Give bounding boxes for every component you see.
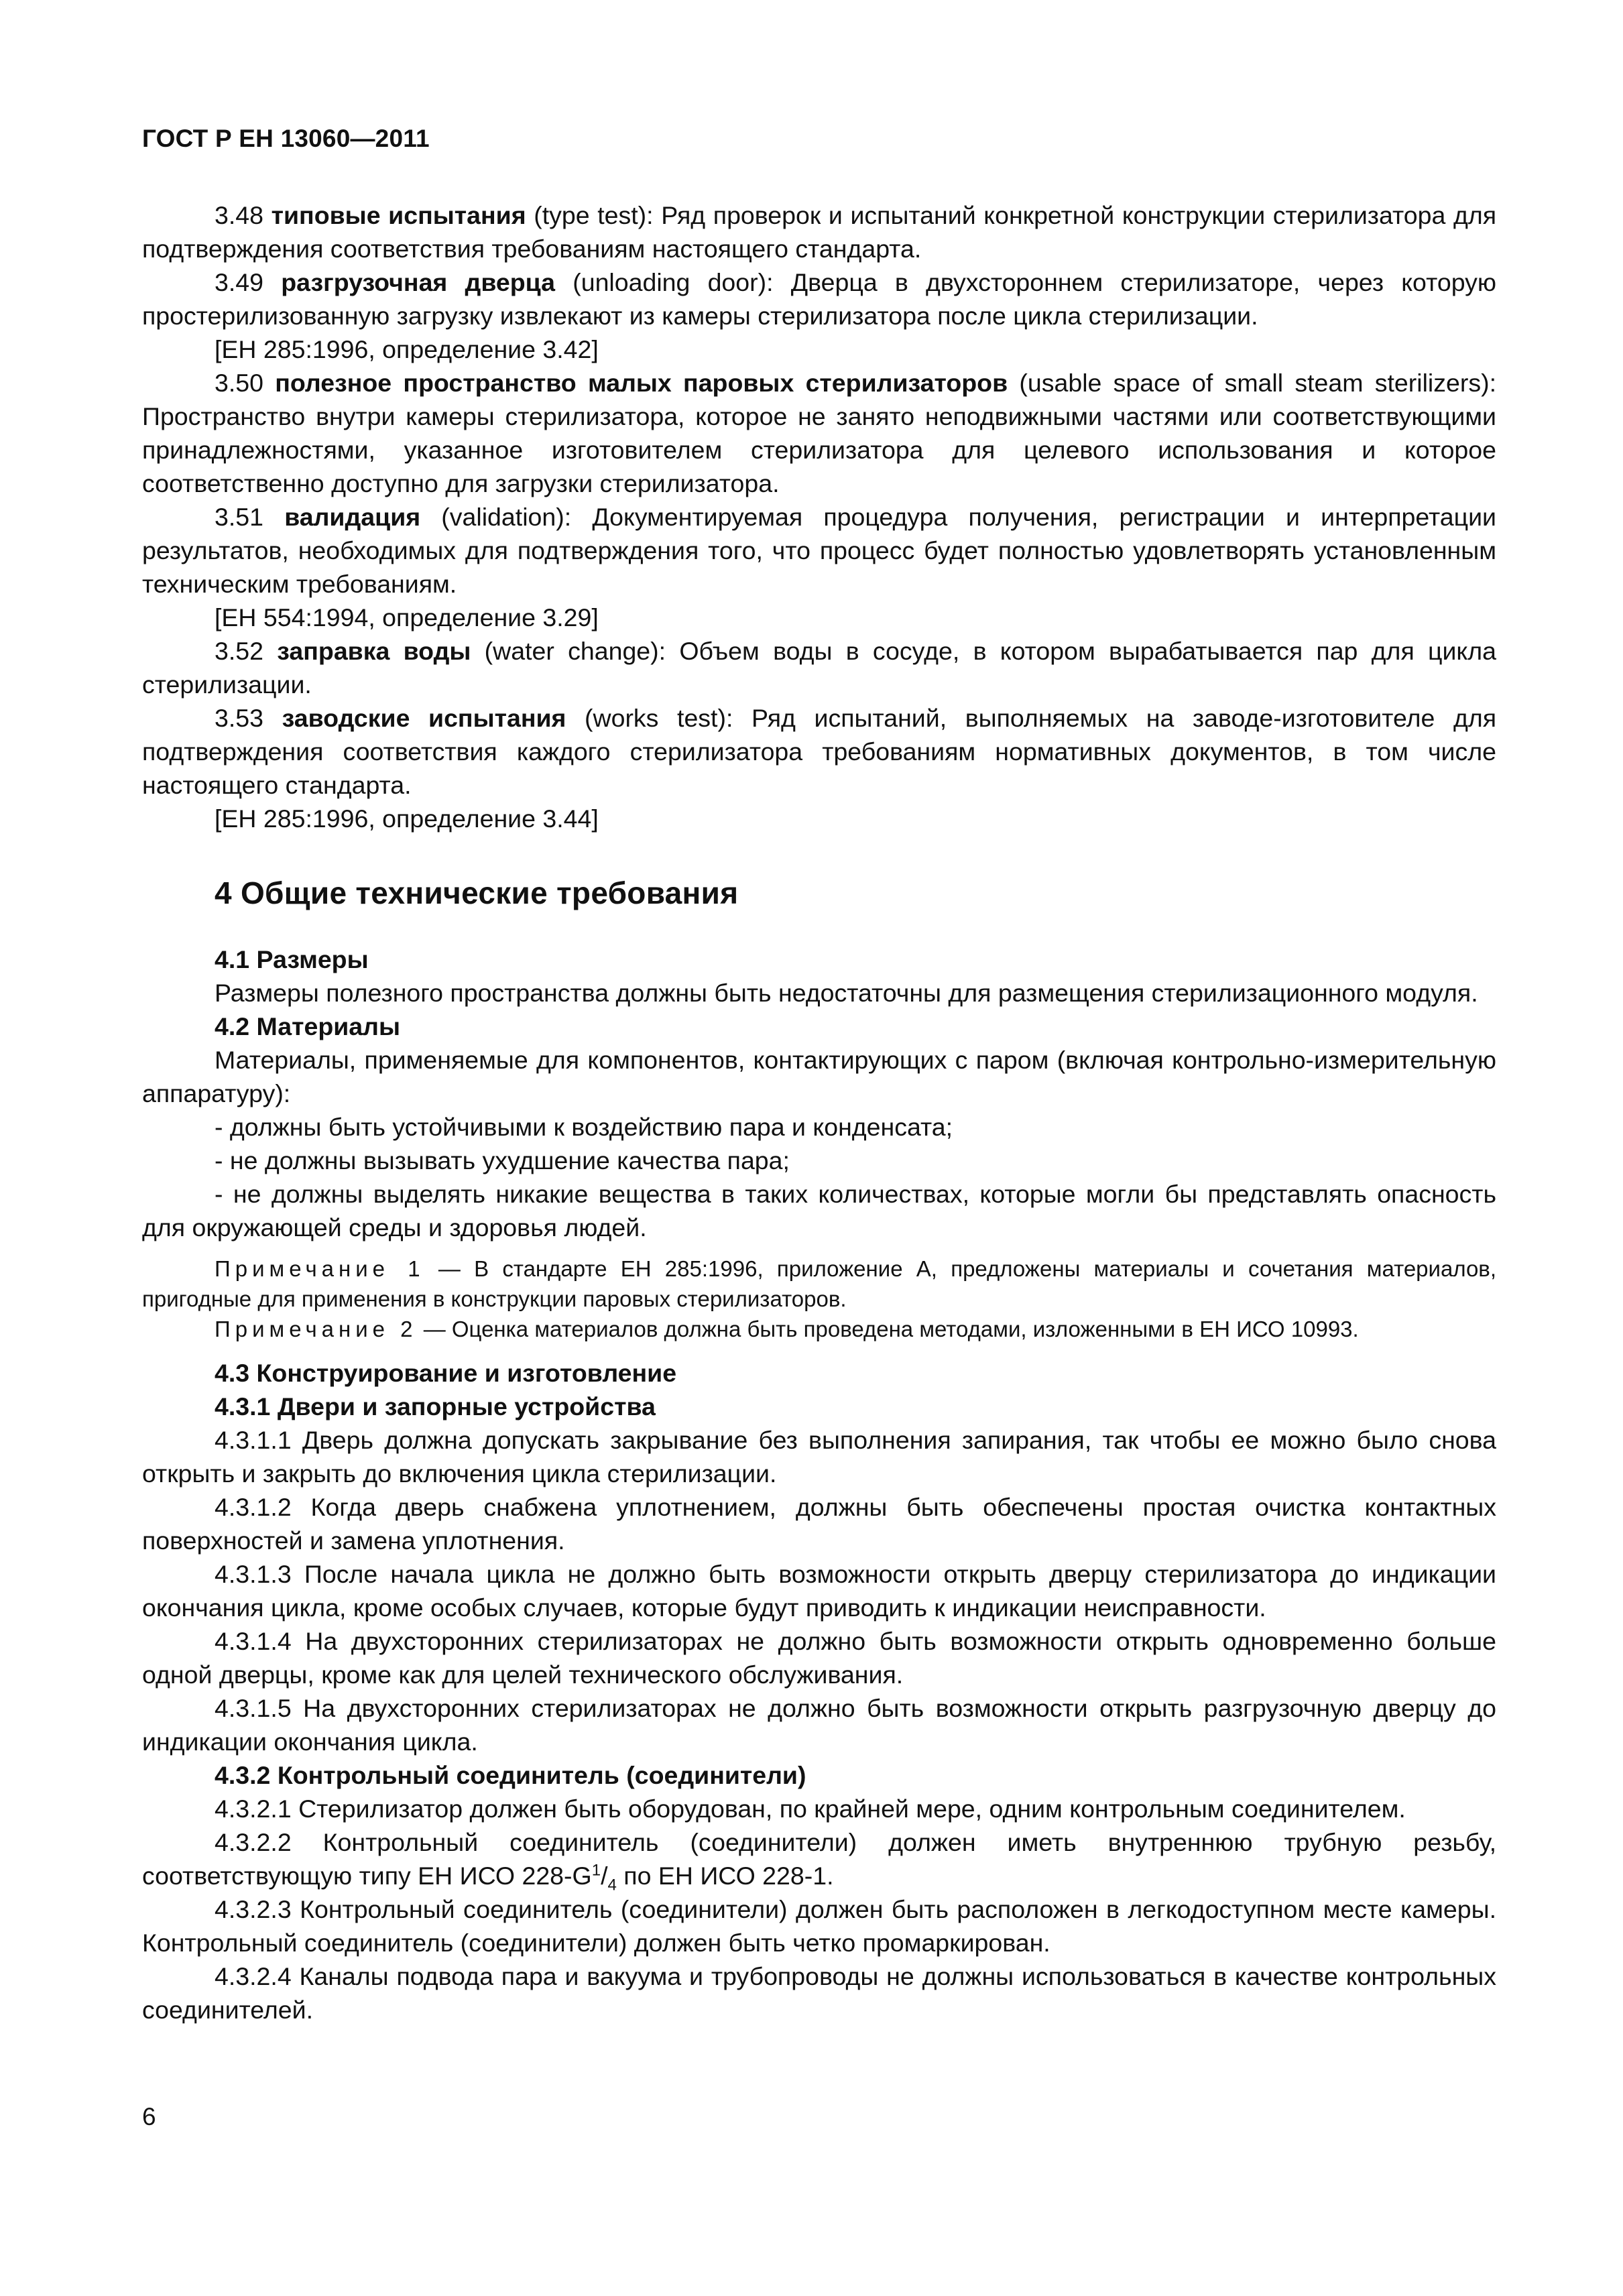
definition-number: 3.49 — [215, 268, 263, 296]
definition-text: (unloading door): Дверца в двухстороннем стерилизаторе, через которую простерилизованную загрузку извлекают из камеры стерилизатора после цикла стерилизации. — [142, 268, 1497, 330]
section-4-2-intro: Материалы, применяемые для компонентов, контактирующих с паром (включая контрольно-измерительную аппаратуру): — [142, 1046, 1496, 1107]
section-4-3-heading: 4.3 Конструирование и изготовление — [215, 1359, 677, 1387]
definition-term: типовые испытания — [271, 201, 526, 229]
definition-number: 3.53 — [215, 704, 263, 732]
fraction-denominator: 4 — [607, 1876, 617, 1894]
clause-text: 4.3.2.2 Контрольный соединитель (соединители) должен иметь внутреннюю трубную резьбу, соответствующую типу ЕН ИСО 228-G — [142, 1828, 1496, 1890]
fraction-slash: / — [601, 1862, 608, 1890]
section-4-3-1-heading: 4.3.1 Двери и запорные устройства — [215, 1392, 656, 1421]
definition-number: 3.48 — [215, 201, 263, 229]
definition-term: заправка воды — [277, 637, 471, 665]
note-text: — Оценка материалов должна быть проведена методами, изложенными в ЕН ИСО 10993. — [417, 1317, 1359, 1341]
document-body — [142, 198, 1496, 2027]
definition-text: (water change): Объем воды в сосуде, в котором вырабатывается пар для цикла стерилизации. — [142, 637, 1496, 699]
definition-term: валидация — [284, 503, 421, 531]
definition-reference: [ЕН 285:1996, определение 3.42] — [215, 335, 599, 363]
definition-3-49 — [142, 265, 1496, 333]
clause-4-3-1-2: 4.3.1.2 Когда дверь снабжена уплотнением, должны быть обеспечены простая очистка контактных поверхностей и замена уплотнения. — [142, 1493, 1496, 1555]
definition-text: (usable space of small steam sterilizers): Пространство внутри камеры стерилизатора, которое не занято неподвижными частями или соответствующими принадлежностями, указанное изготовителем стерилизатора для целевого использования и которое соответственно доступно для загрузки стерилизатора. — [142, 369, 1496, 497]
definition-term: заводские испытания — [282, 704, 566, 732]
clause-4-3-2-2 — [142, 1825, 1496, 1892]
page-number: 6 — [142, 2103, 156, 2130]
note-text: — В стандарте ЕН 285:1996, приложение А, предложены материалы и сочетания материалов, пригодные для применения в конструкции паровых стерилизаторов. — [142, 1256, 1496, 1311]
list-item: - должны быть устойчивыми к воздействию пара и конденсата; — [215, 1113, 953, 1141]
note-1 — [142, 1254, 1496, 1314]
section-4-3-2-heading: 4.3.2 Контрольный соединитель (соединители) — [215, 1761, 806, 1789]
fraction-numerator: 1 — [591, 1861, 601, 1880]
note-label: Примечание 1 — [215, 1256, 425, 1281]
list-item: - не должны выделять никакие вещества в таких количествах, которые могли бы представлять опасность для окружающей среды и здоровья людей. — [142, 1180, 1496, 1242]
definition-number: 3.52 — [215, 637, 263, 665]
definition-number: 3.50 — [215, 369, 263, 397]
clause-4-3-1-4: 4.3.1.4 На двухсторонних стерилизаторах не должно быть возможности открыть одновременно больше одной дверцы, кроме как для целей технического обслуживания. — [142, 1627, 1496, 1689]
definition-3-52 — [142, 634, 1496, 701]
clause-4-3-1-5: 4.3.1.5 На двухсторонних стерилизаторах не должно быть возможности открыть разгрузочную дверцу до индикации окончания цикла. — [142, 1694, 1496, 1756]
clause-text: по ЕН ИСО 228-1. — [616, 1862, 834, 1890]
definition-3-53 — [142, 701, 1496, 802]
definition-reference: [ЕН 554:1994, определение 3.29] — [215, 603, 599, 631]
document-header: ГОСТ Р ЕН 13060—2011 — [142, 125, 430, 152]
clause-4-3-1-1: 4.3.1.1 Дверь должна допускать закрывание без выполнения запирания, так чтобы ее можно было снова открыть и закрыть до включения цикла стерилизации. — [142, 1426, 1496, 1488]
definition-3-51 — [142, 500, 1496, 601]
section-4-1-text: Размеры полезного пространства должны быть недостаточны для размещения стерилизационного модуля. — [215, 979, 1478, 1007]
clause-4-3-2-1: 4.3.2.1 Стерилизатор должен быть оборудован, по крайней мере, одним контрольным соединителем. — [215, 1795, 1406, 1823]
section-4-1-heading: 4.1 Размеры — [215, 945, 369, 973]
definition-number: 3.51 — [215, 503, 263, 531]
list-item: - не должны вызывать ухудшение качества пара; — [215, 1146, 790, 1174]
definition-term: разгрузочная дверца — [281, 268, 556, 296]
definition-text: (validation): Документируемая процедура получения, регистрации и интерпретации результатов, необходимых для подтверждения того, что процесс будет полностью удовлетворять установленным техническим требованиям. — [142, 503, 1496, 598]
definition-reference: [ЕН 285:1996, определение 3.44] — [215, 804, 599, 833]
note-2 — [142, 1314, 1496, 1344]
section-4-heading: 4 Общие технические требования — [215, 875, 739, 910]
section-4-2-heading: 4.2 Материалы — [215, 1012, 400, 1040]
clause-4-3-2-3: 4.3.2.3 Контрольный соединитель (соединители) должен быть расположен в легкодоступном месте камеры. Контрольный соединитель (соединители) должен быть четко промаркирован. — [142, 1895, 1496, 1957]
definition-text: (works test): Ряд испытаний, выполняемых на заводе-изготовителе для подтверждения соответствия каждого стерилизатора требованиям нормативных документов, в том числе настоящего стандарта. — [142, 704, 1497, 799]
definition-term: полезное пространство малых паровых стерилизаторов — [275, 369, 1008, 397]
definition-3-50 — [142, 366, 1496, 500]
note-label: Примечание 2 — [215, 1317, 418, 1341]
notes — [142, 1254, 1496, 1344]
definition-text: (type test): Ряд проверок и испытаний конкретной конструкции стерилизатора для подтверждения соответствия требованиям настоящего стандарта. — [142, 201, 1497, 263]
clause-4-3-1-3: 4.3.1.3 После начала цикла не должно быть возможности открыть дверцу стерилизатора до индикации окончания цикла, кроме особых случаев, которые будут приводить к индикации неисправности. — [142, 1560, 1496, 1622]
clause-4-3-2-4: 4.3.2.4 Каналы подвода пара и вакуума и трубопроводы не должны использоваться в качестве контрольных соединителей. — [142, 1962, 1496, 2024]
definition-3-48 — [142, 198, 1496, 265]
